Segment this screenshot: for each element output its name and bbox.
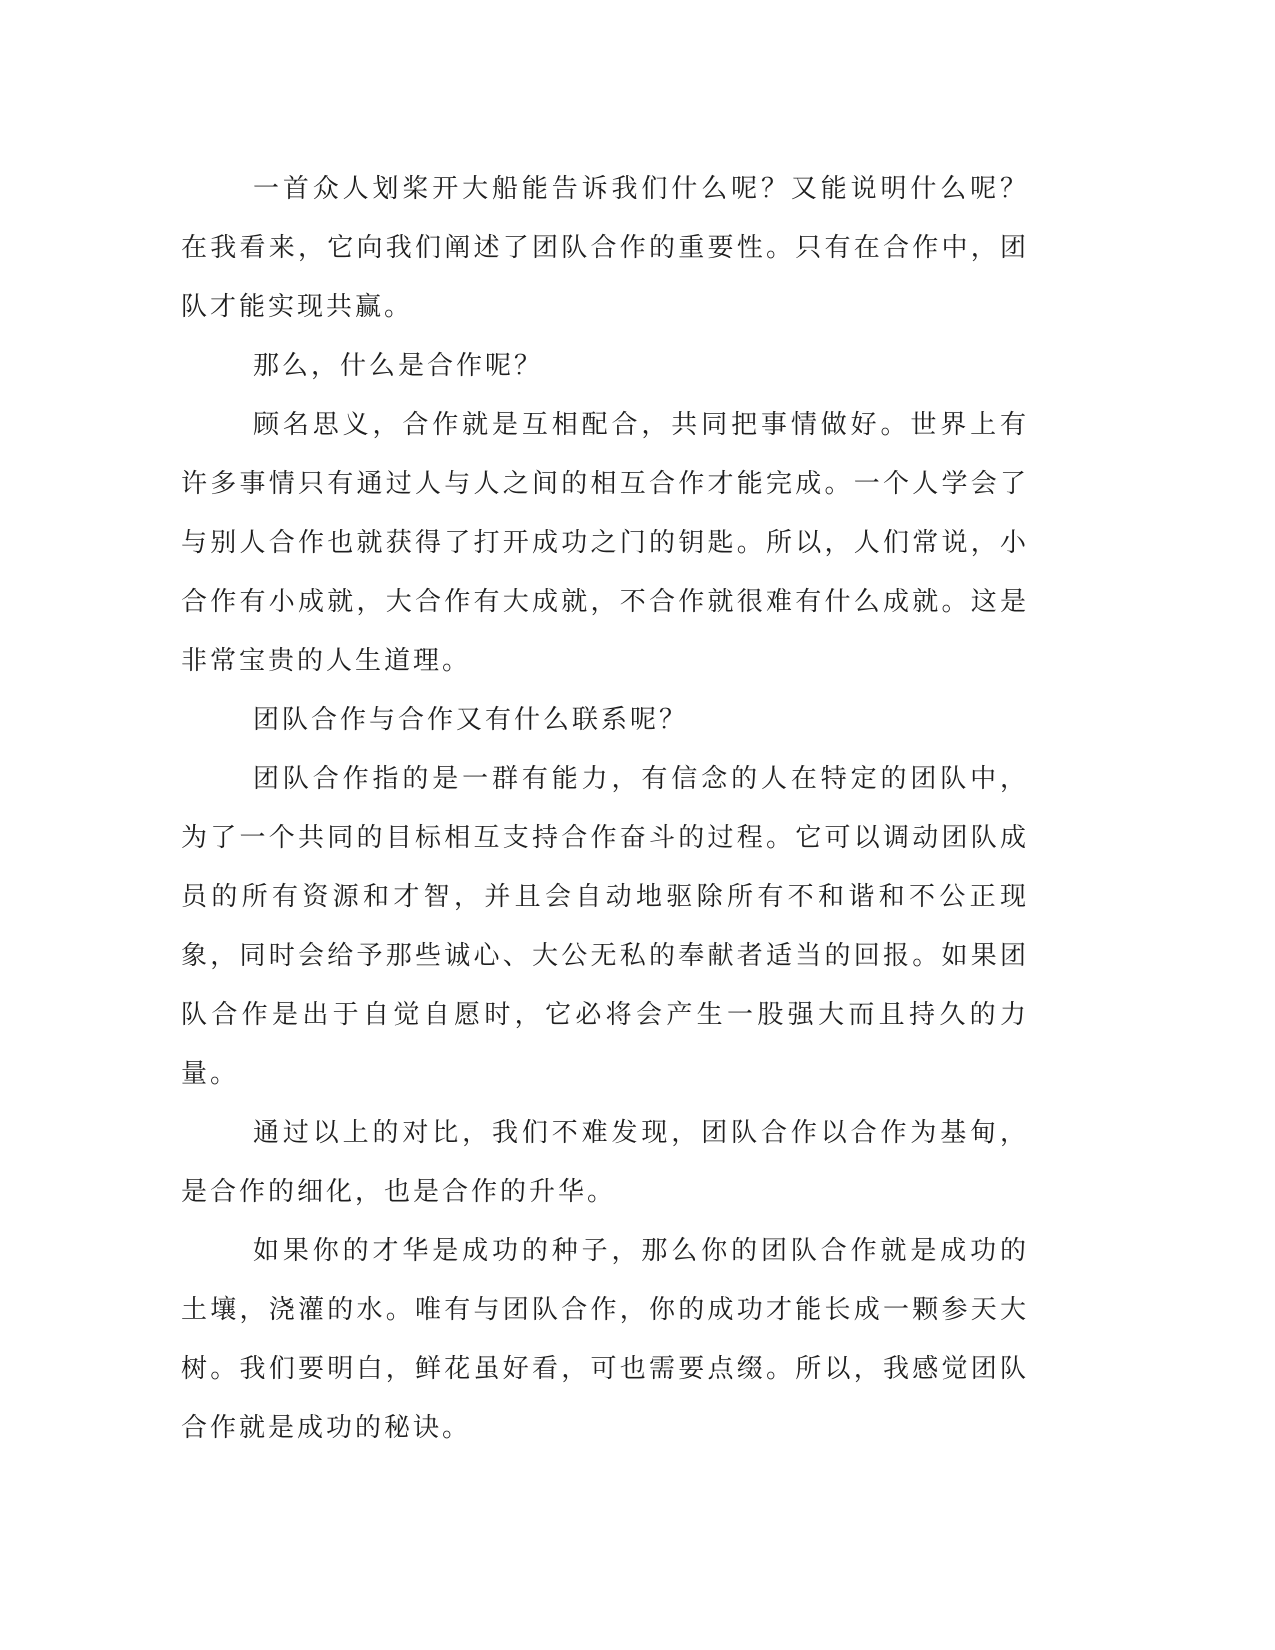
- paragraph: 通过以上的对比，我们不难发现，团队合作以合作为基甸，是合作的细化，也是合作的升华。: [181, 1118, 1029, 1207]
- document-body: [181, 160, 1029, 1458]
- paragraph: 一首众人划桨开大船能告诉我们什么呢？又能说明什么呢？在我看来，它向我们阐述了团队合作的重要性。只有在合作中，团队才能实现共赢。: [181, 174, 1029, 322]
- paragraph: 那么，什么是合作呢？: [253, 351, 544, 381]
- paragraph: 如果你的才华是成功的种子，那么你的团队合作就是成功的土壤，浇灌的水。唯有与团队合作，你的成功才能长成一颗参天大树。我们要明白，鲜花虽好看，可也需要点缀。所以，我感觉团队合作就是成功的秘诀。: [181, 1236, 1029, 1443]
- paragraph: 团队合作指的是一群有能力，有信念的人在特定的团队中，为了一个共同的目标相互支持合作奋斗的过程。它可以调动团队成员的所有资源和才智，并且会自动地驱除所有不和谐和不公正现象，同时会给予那些诚心、大公无私的奉献者适当的回报。如果团队合作是出于自觉自愿时，它必将会产生一股强大而且持久的力量。: [181, 764, 1029, 1089]
- paragraph: 顾名思义，合作就是互相配合，共同把事情做好。世界上有许多事情只有通过人与人之间的相互合作才能完成。一个人学会了与别人合作也就获得了打开成功之门的钥匙。所以，人们常说，小合作有小成就，大合作有大成就，不合作就很难有什么成就。这是非常宝贵的人生道理。: [181, 410, 1029, 676]
- paragraph: 团队合作与合作又有什么联系呢？: [253, 705, 689, 735]
